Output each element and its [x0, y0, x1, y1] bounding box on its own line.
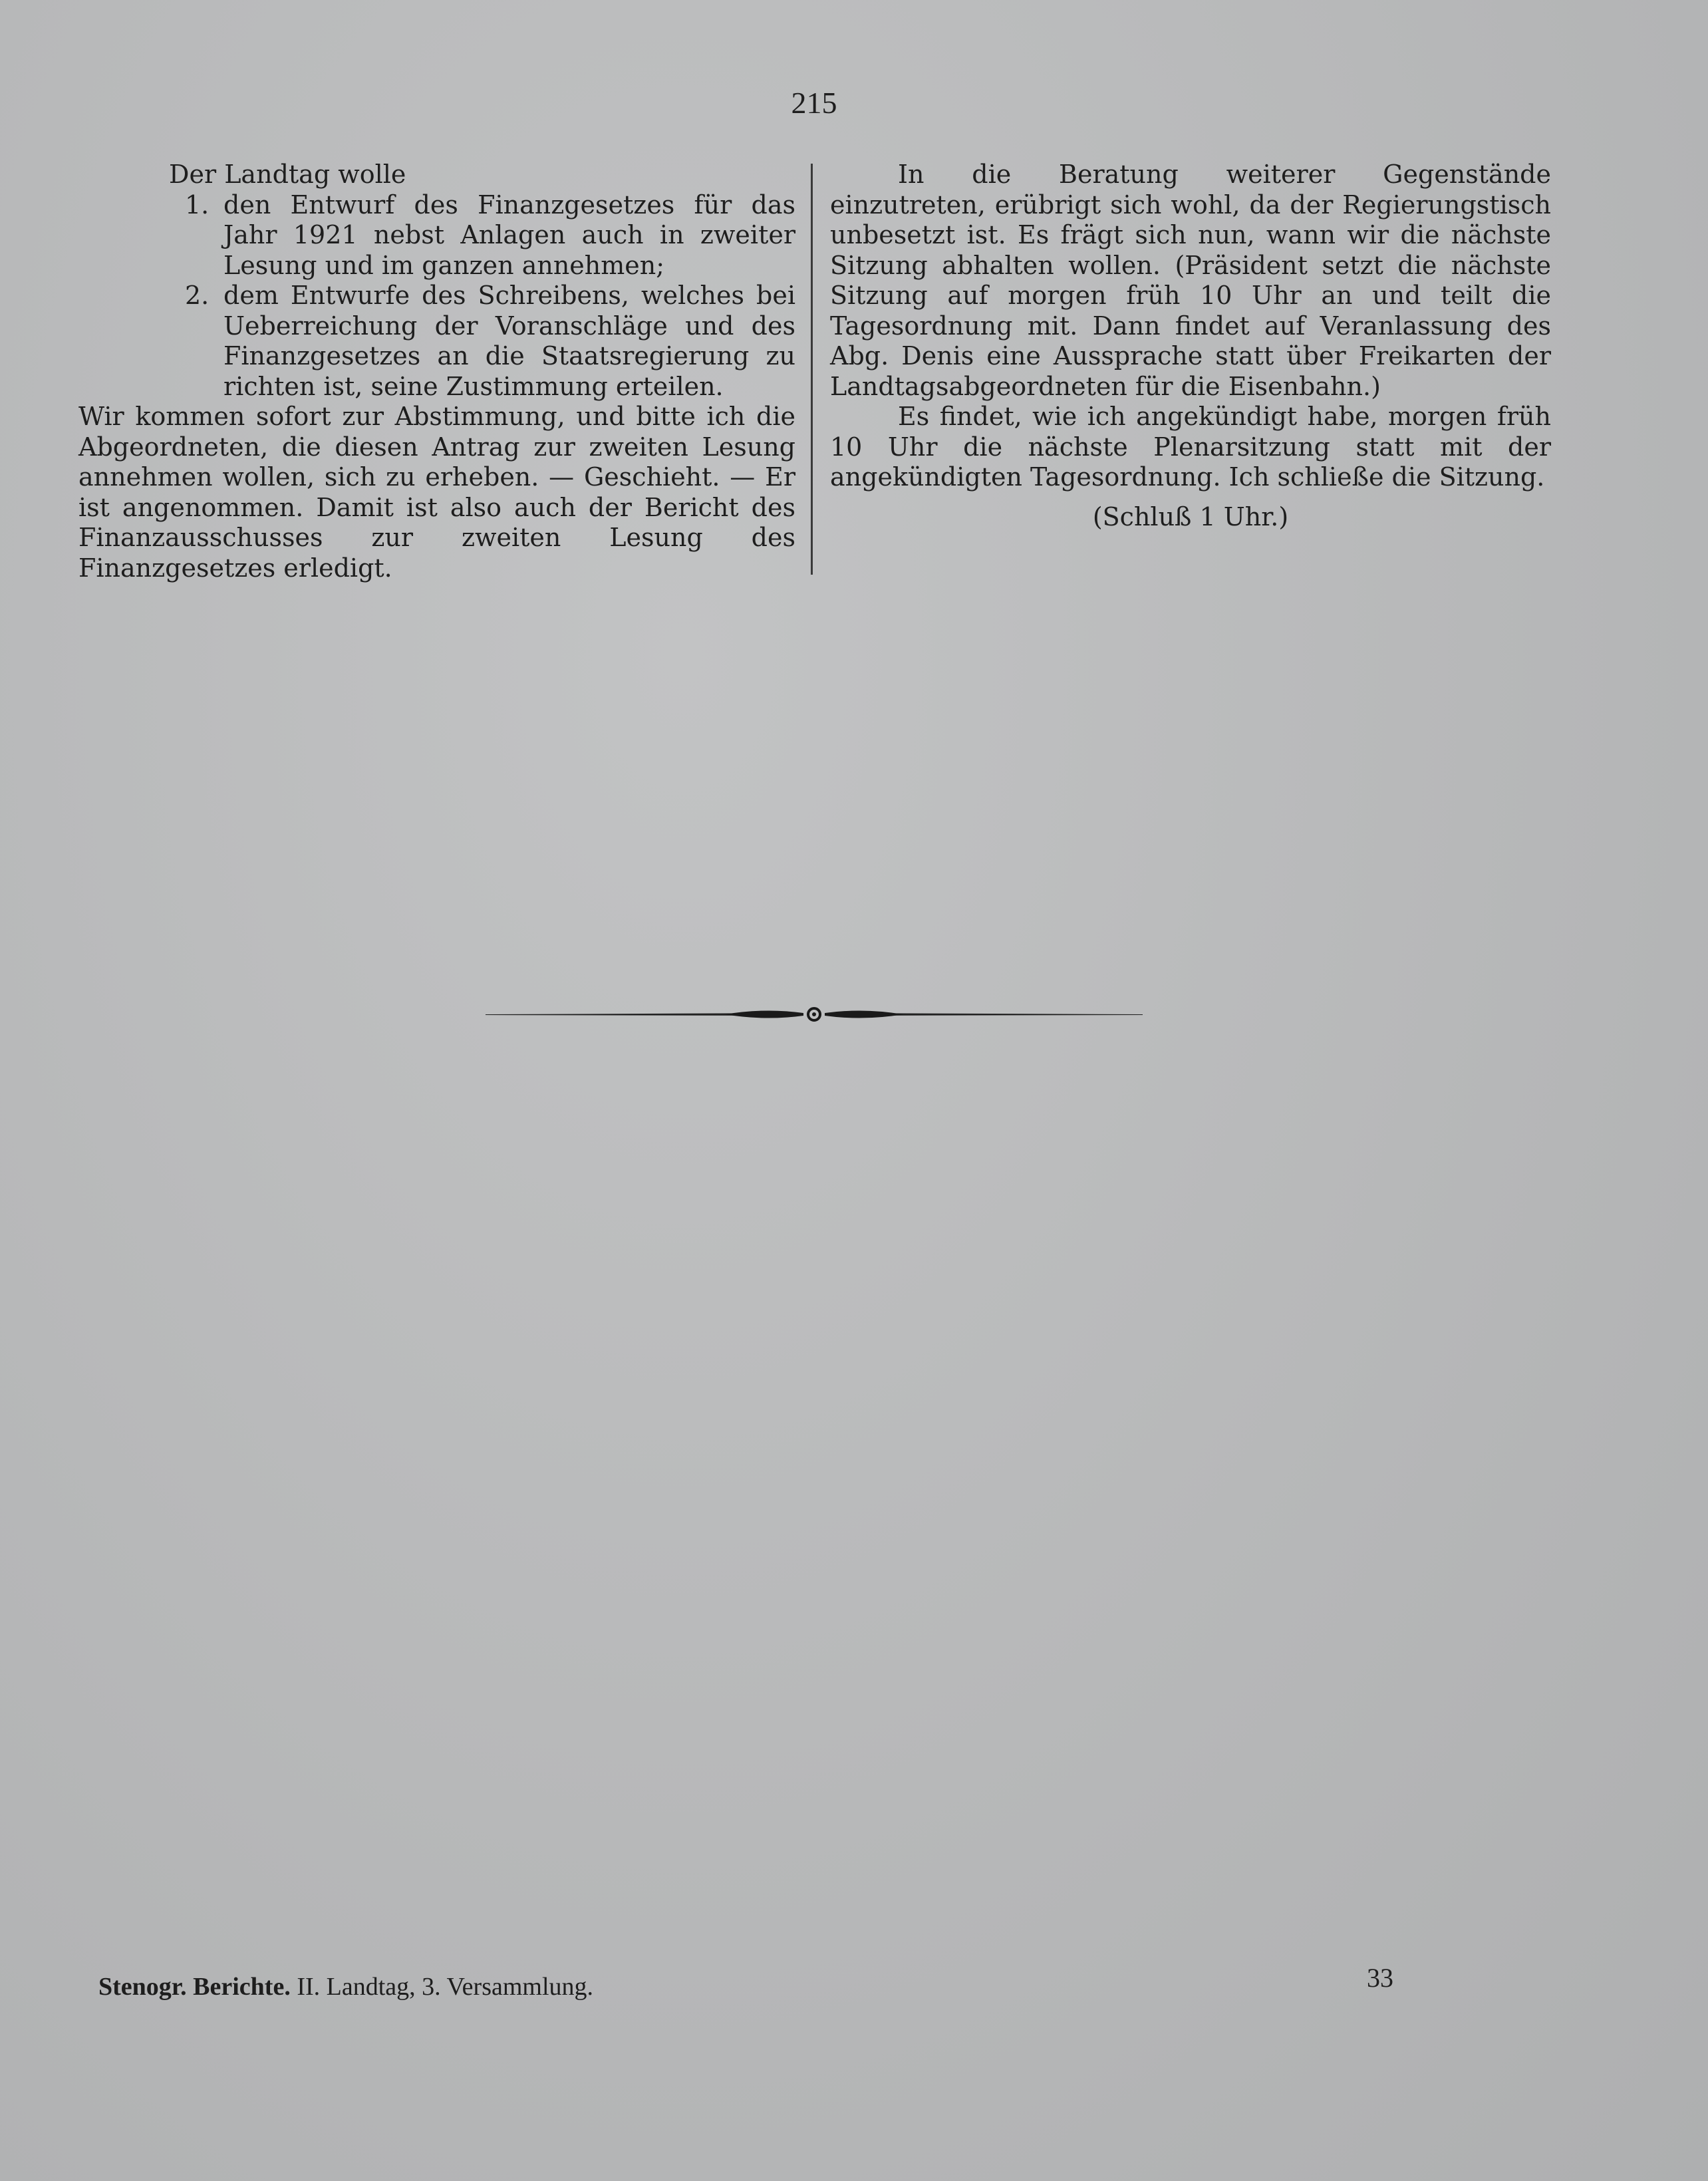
vote-paragraph: Wir kommen sofort zur Abstimmung, und bitte ich die Abgeordneten, die diesen Antrag zur zweiten Lesung annehmen wollen, sich zu erheben. — Geschieht. — Er ist angenommen. Damit ist also auch der Bericht des Finanzausschusses zur zweiten Lesung des Finanzgesetzes erledigt.: [78, 402, 795, 583]
footer-source: [98, 1972, 593, 2001]
list-item-text: dem Entwurfe des Schreibens, welches bei Ueberreichung der Voranschläge und des Finanzgesetzes an die Staatsregierung zu richten ist, seine Zustimmung erteilen.: [223, 281, 795, 401]
footer-source-rest: II. Landtag, 3. Versammlung.: [297, 1973, 594, 2001]
list-item-number: 1.: [185, 190, 210, 219]
closing-paragraph: Es findet, wie ich angekündigt habe, morgen früh 10 Uhr die nächste Plenarsitzung statt mit der angekündigten Tagesordnung. Ich schließe die Sitzung.: [830, 402, 1551, 492]
list-item-number: 2.: [185, 281, 210, 310]
motion-list: [78, 190, 795, 402]
list-item: [78, 281, 795, 402]
column-divider: [811, 164, 813, 575]
list-item-text: den Entwurf des Finanzgesetzes für das Jahr 1921 nebst Anlagen auch in zweiter Lesung und im ganzen annehmen;: [223, 190, 795, 280]
ornament-divider: [486, 1001, 1143, 1028]
footer-source-bold: Stenogr. Berichte.: [98, 1973, 291, 2001]
motion-intro: Der Landtag wolle: [169, 160, 406, 189]
page-number: 215: [791, 86, 837, 120]
list-item: [78, 190, 795, 281]
right-column: [830, 160, 1551, 532]
proceedings-paragraph: In die Beratung weiterer Gegenstände einzutreten, erübrigt sich wohl, da der Regierungstisch unbesetzt ist. Es frägt sich nun, wann wir die nächste Sitzung abhalten wollen. (Präsident setzt die nächste Sitzung auf morgen früh 10 Uhr an und teilt die Tagesordnung mit. Dann findet auf Veranlassung des Abg. Denis eine Aussprache statt über Freikarten der Landtagsabgeordneten für die Eisenbahn.): [830, 160, 1551, 401]
footer-sheet-number: 33: [1367, 1963, 1393, 1993]
left-column: [78, 160, 795, 583]
session-end-note: (Schluß 1 Uhr.): [1092, 502, 1289, 531]
